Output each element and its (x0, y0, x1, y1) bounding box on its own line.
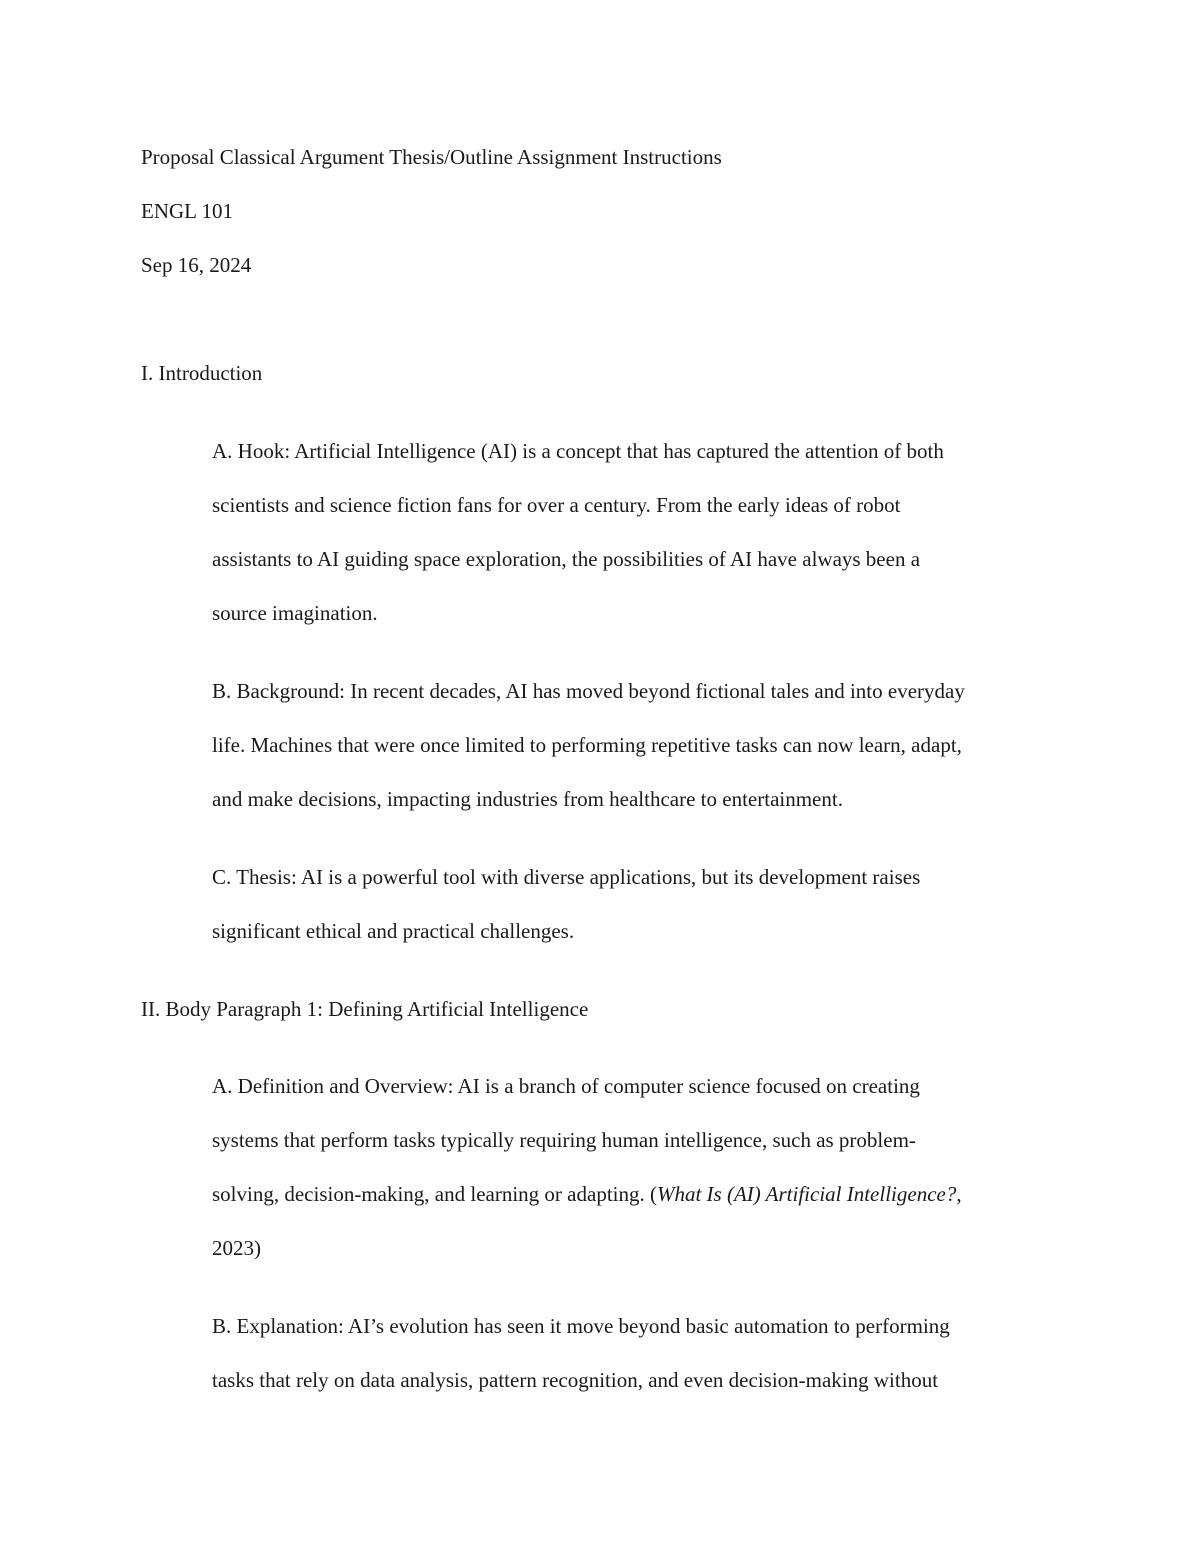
hook-line: source imagination. (212, 601, 378, 625)
citation-year: 2023) (212, 1236, 261, 1260)
background-line: life. Machines that were once limited to performing repetitive tasks can now learn, adapt, (212, 733, 962, 757)
course-name: ENGL 101 (141, 199, 233, 223)
definition-line: A. Definition and Overview: AI is a branch of computer science focused on creating (212, 1074, 920, 1098)
definition-line: systems that perform tasks typically requiring human intelligence, such as problem- (212, 1128, 916, 1152)
thesis-line: significant ethical and practical challenges. (212, 919, 575, 943)
explanation-line: tasks that rely on data analysis, pattern recognition, and even decision-making without (212, 1368, 939, 1392)
section-heading-introduction: I. Introduction (141, 361, 263, 385)
explanation-line: B. Explanation: AI’s evolution has seen it move beyond basic automation to performing (212, 1314, 950, 1338)
definition-text: solving, decision-making, and learning or adapting. ( (212, 1182, 657, 1206)
hook-line: assistants to AI guiding space exploration, the possibilities of AI have always been a (212, 547, 921, 571)
hook-line: A. Hook: Artificial Intelligence (AI) is a concept that has captured the attention of both (212, 439, 944, 463)
section-heading-body-1: II. Body Paragraph 1: Defining Artificial Intelligence (141, 997, 589, 1021)
definition-line-with-citation (212, 1182, 962, 1206)
document-title: Proposal Classical Argument Thesis/Outline Assignment Instructions (141, 145, 722, 169)
citation-title: What Is (AI) Artificial Intelligence? (656, 1182, 957, 1206)
hook-line: scientists and science fiction fans for over a century. From the early ideas of robot (212, 493, 901, 517)
thesis-line: C. Thesis: AI is a powerful tool with diverse applications, but its development raises (212, 865, 921, 889)
background-line: B. Background: In recent decades, AI has moved beyond fictional tales and into everyday (212, 679, 965, 703)
document-date: Sep 16, 2024 (141, 253, 252, 277)
background-line: and make decisions, impacting industries from healthcare to entertainment. (212, 787, 843, 811)
citation-comma: , (956, 1182, 962, 1206)
